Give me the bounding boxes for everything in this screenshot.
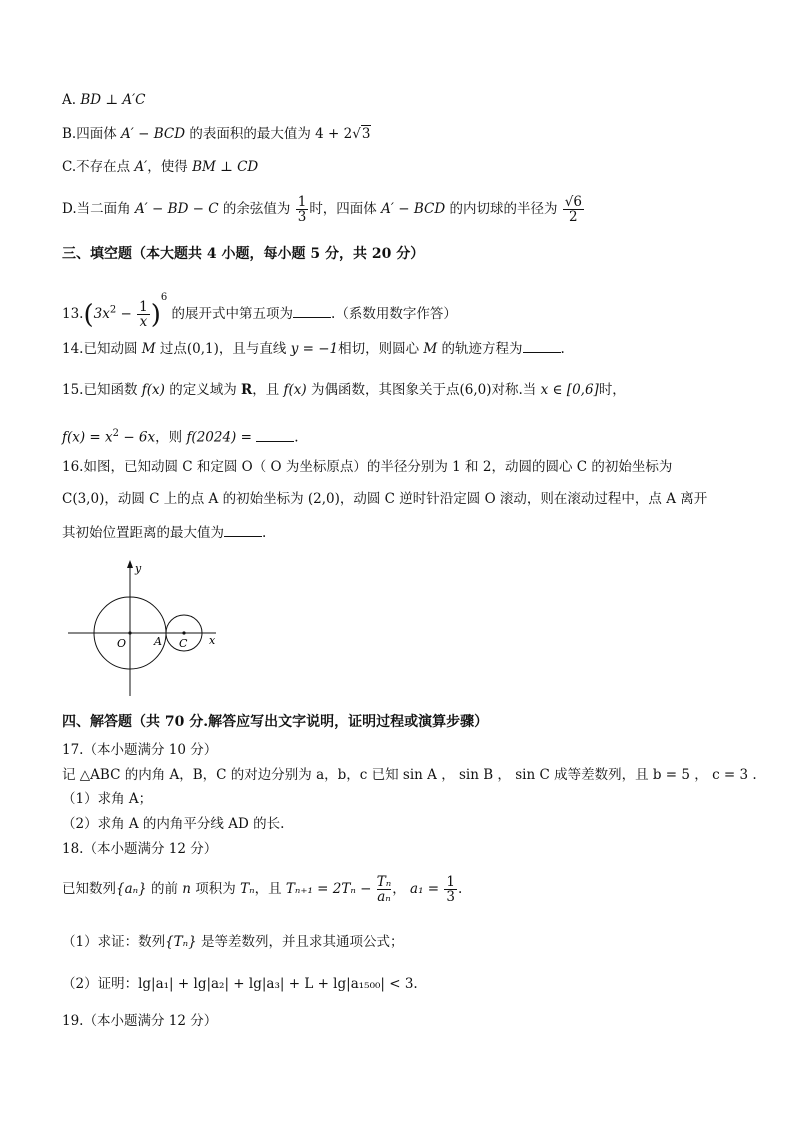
q15-exponent: 2 — [112, 428, 120, 439]
frac-numerator: 1 — [139, 299, 148, 315]
q13-frac — [137, 300, 150, 329]
option-a-label: A. — [62, 92, 81, 108]
q18-tail: . — [457, 881, 463, 897]
q13-tail: .（系数用数字作答） — [331, 306, 457, 322]
frac-numerator: Tₙ — [376, 874, 392, 890]
q18-part1-pre: （1）求证：数列 — [62, 934, 166, 950]
question-16-line3 — [62, 523, 266, 543]
q15-text: ，则 — [155, 429, 187, 446]
question-17-stem: 记 △ABC 的内角 A，B，C 的对边分别为 a，b，c 已知 sin A ， sin B ， sin C 成等差数列，且 b = 5 ， c = 3 . — [62, 767, 757, 783]
q18-text: ， — [392, 881, 411, 897]
option-c — [62, 157, 258, 177]
q18-part2-pre: （2）证明： — [62, 976, 139, 992]
option-c-expr: BM ⊥ CD — [192, 159, 259, 175]
q15-text: 为偶函数，其图象关于点 — [306, 382, 460, 398]
q16-text: 其初始位置距离的最大值为 — [62, 525, 224, 541]
question-18-part1 — [62, 932, 404, 952]
q13-term: 3x — [93, 306, 110, 322]
q15-text: 的定义域为 — [164, 382, 242, 398]
q13-power: 6 — [160, 292, 168, 303]
frac-denominator: x — [139, 314, 148, 330]
question-18-part2 — [62, 974, 418, 994]
q18-part1-tail: 是等差数列，并且求其通项公式； — [196, 934, 404, 950]
q18-sequence: {aₙ} — [116, 881, 147, 897]
option-d-frac2 — [563, 195, 584, 224]
option-d-frac1 — [296, 195, 309, 224]
q18-var: Tₙ — [240, 881, 255, 897]
q13-exponent: 2 — [109, 304, 117, 316]
q15-pre: 15.已知函数 — [62, 382, 142, 398]
q16-tail: . — [262, 525, 267, 541]
a-label: A — [154, 635, 162, 648]
q14-var: M — [423, 341, 438, 357]
q18-text: ，且 — [254, 881, 286, 897]
option-d-expr1: A′ − BD − C — [134, 201, 219, 217]
q14-line: y = −1 — [290, 341, 339, 357]
frac-numerator: 1 — [297, 194, 307, 210]
q15-func: f(x) — [283, 382, 307, 398]
origin-point — [128, 631, 131, 634]
q15-text: 对称.当 — [491, 382, 541, 398]
y-label: y — [135, 562, 142, 575]
question-17-header: 17.（本小题满分 10 分） — [62, 742, 218, 758]
option-d-mid2: 时，四面体 — [309, 201, 382, 217]
frac-denominator: 3 — [446, 889, 455, 905]
q14-point: (0,1) — [186, 341, 219, 357]
q15-reals: R — [241, 382, 253, 398]
circles-figure — [66, 556, 226, 698]
question-16-line1: 16.如图，已知动圆 C 和定圆 O（ O 为坐标原点）的半径分别为 1 和 2，动圆的圆心 C 的初始坐标为 — [62, 459, 673, 475]
answer-blank — [293, 304, 331, 318]
option-c-pre: C.不存在点 — [62, 159, 135, 175]
left-paren-icon: ( — [83, 299, 94, 330]
question-15-line2 — [62, 424, 299, 448]
option-d-pre: D.当二面角 — [62, 201, 135, 217]
x-label: x — [209, 634, 216, 647]
q18-pre: 已知数列 — [62, 881, 116, 897]
q14-text: ，且与直线 — [218, 341, 291, 357]
q15-query: f(2024) = — [186, 429, 257, 446]
q14-tail: . — [560, 341, 565, 357]
q13-minus: − — [116, 306, 137, 322]
q15-tail: . — [294, 429, 299, 446]
q18-var: n — [182, 881, 191, 897]
question-17-part1: （1）求角 A； — [62, 791, 153, 807]
question-16-line2: C(3,0)，动圆 C 上的点 A 的初始坐标为 (2,0)，动圆 C 逆时针沿定圆 O 滚动，则在滚动过程中，点 A 离开 — [62, 491, 708, 507]
c-label: C — [179, 637, 188, 650]
section-3-heading: 三、填空题（本大题共 4 小题，每小题 5 分，共 20 分） — [62, 246, 425, 262]
y-arrow-icon — [127, 560, 133, 568]
q14-var: M — [141, 341, 156, 357]
frac-denominator: 3 — [297, 209, 307, 225]
question-19-header: 19.（本小题满分 12 分） — [62, 1013, 218, 1029]
question-18-header: 18.（本小题满分 12 分） — [62, 841, 218, 857]
option-a — [62, 90, 146, 110]
frac-denominator: aₙ — [377, 889, 391, 905]
q14-text: 的轨迹方程为 — [437, 341, 523, 357]
q15-text: 时， — [598, 382, 626, 398]
q18-part2-expr: lg|a₁| + lg|a₂| + lg|a₃| + L + lg|a₁₅₀₀| < 3 — [138, 976, 414, 992]
q15-text: ，且 — [252, 382, 284, 398]
frac-numerator: 1 — [446, 874, 455, 890]
option-b-expr1: A′ − BCD — [121, 126, 186, 142]
question-17-part2: （2）求角 A 的内角平分线 AD 的长. — [62, 816, 285, 832]
option-c-mid: ，使得 — [147, 159, 193, 175]
option-d-expr2: A′ − BCD — [381, 201, 446, 217]
q15-func: f(x) — [141, 382, 165, 398]
option-c-point: A′ — [134, 159, 148, 175]
option-d-mid3: 的内切球的半径为 — [445, 201, 562, 217]
answer-blank — [256, 428, 294, 442]
option-a-expr: BD ⊥ A′C — [80, 92, 146, 108]
option-b-mid: 的表面积的最大值为 — [185, 126, 316, 142]
question-14 — [62, 339, 565, 359]
option-b: B.四面体 A′ − BCD 的表面积的最大值为 4 + 2√3 — [62, 126, 371, 142]
q18-initial-frac — [444, 875, 457, 904]
option-d-mid1: 的余弦值为 — [218, 201, 295, 217]
question-18-stem — [62, 872, 462, 906]
q14-pre: 14.已知动圆 — [62, 341, 142, 357]
q18-part1-seq: {Tₙ} — [165, 934, 197, 950]
o-label: O — [117, 637, 127, 650]
q14-text: 相切，则圆心 — [338, 341, 424, 357]
center-c-point — [182, 631, 185, 634]
q15-definition: f(x) = x — [62, 429, 113, 446]
q18-recurrence: Tₙ₊₁ = 2Tₙ − — [285, 881, 376, 897]
q15-definition-rest: − 6x — [119, 429, 156, 446]
option-d — [62, 192, 585, 226]
frac-denominator: 2 — [569, 209, 578, 225]
section-4-heading: 四、解答题（共 70 分.解答应写出文字说明，证明过程或演算步骤） — [62, 714, 489, 730]
q18-text: 项积为 — [191, 881, 241, 897]
question-13 — [62, 280, 457, 332]
q13-number: 13. — [62, 306, 84, 322]
q15-point: (6,0) — [459, 382, 492, 398]
q18-frac — [377, 875, 391, 904]
q18-text: 的前 — [146, 881, 183, 897]
option-b-radicand: 3 — [361, 126, 371, 142]
q18-initial: a₁ = — [410, 881, 444, 897]
answer-blank — [523, 339, 561, 353]
q15-interval: x ∈ [0,6] — [540, 382, 599, 398]
q14-text: 过点 — [155, 341, 187, 357]
answer-blank — [224, 523, 262, 537]
q13-text: 的展开式中第五项为 — [167, 306, 294, 322]
q18-part2-tail: . — [413, 976, 418, 992]
right-paren-icon: ) — [150, 299, 161, 330]
option-b-pre: B.四面体 — [62, 126, 122, 142]
question-15-line1 — [62, 380, 626, 400]
option-b-expr2: 4 + 2 — [315, 126, 353, 142]
frac-numerator: √6 — [564, 194, 582, 210]
